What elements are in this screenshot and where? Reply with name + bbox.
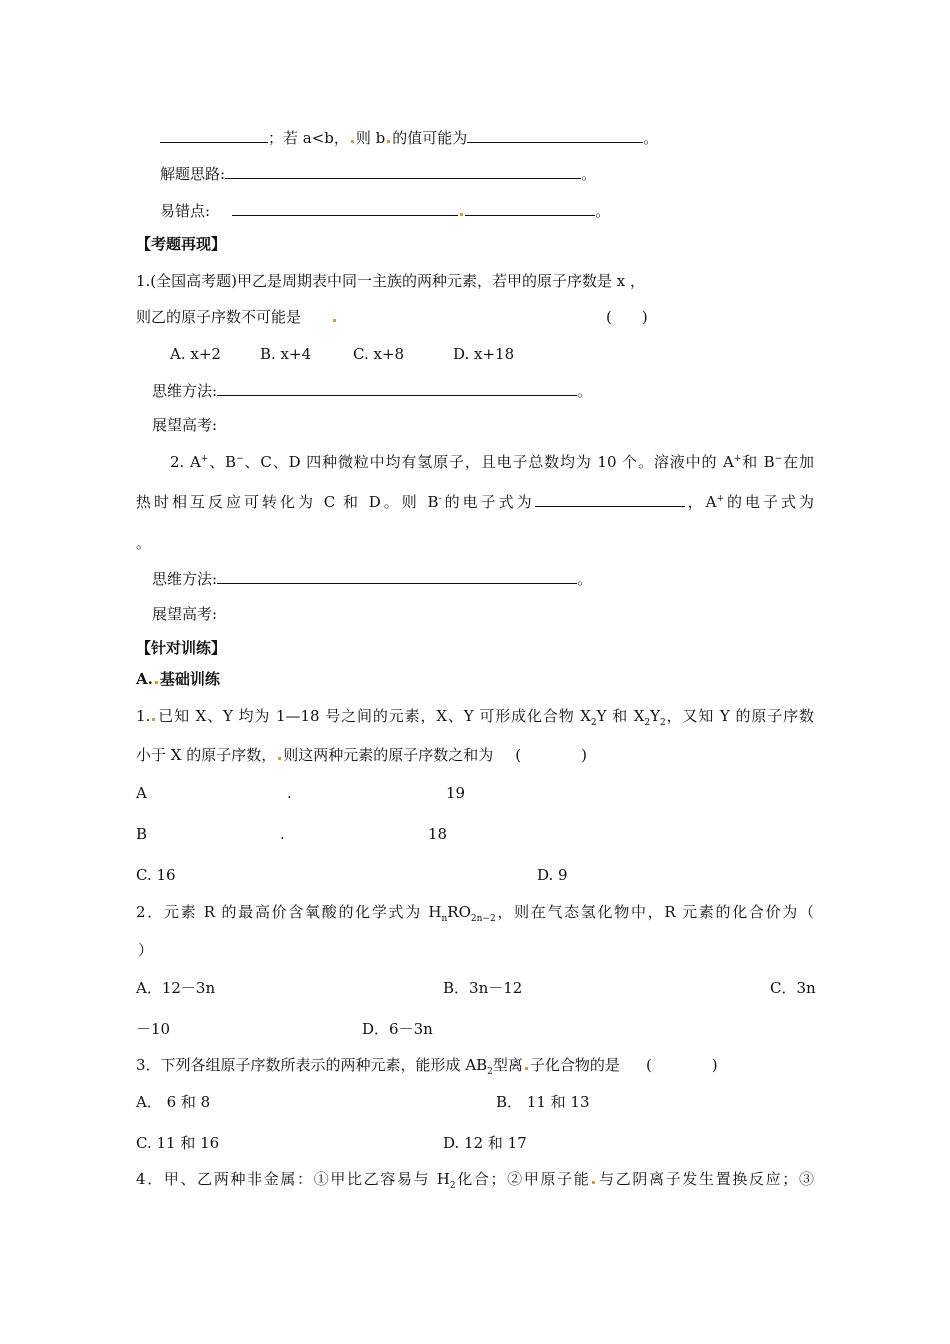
mark-dot (278, 757, 281, 760)
t1-line2 (136, 745, 587, 765)
t2-line1: 2．元素 R 的最高价含氧酸的化学式为 $H_nRO_{2n-2}$，则在气态氢化物中，R 元素的化合价为（ (136, 903, 814, 924)
then-b-text: 则 b (355, 129, 386, 147)
q1-option-a[interactable]: A. x+2 (170, 345, 221, 363)
t1-option-a-letter[interactable]: A (136, 784, 147, 802)
t1-option-b-letter[interactable]: B (136, 825, 148, 843)
t2-option-b[interactable]: B．3n－12 (443, 979, 523, 997)
q2-outlook: 展望高考: (152, 605, 218, 623)
b-minus-formula-blank[interactable] (535, 492, 685, 507)
period: 。 (581, 165, 597, 183)
t1-text: 已知 X、Y 均为 1—18 号之间的元素，X、Y 可形成化合物 X (157, 707, 591, 725)
q2-text: 、B (208, 453, 237, 471)
top-fill-line (160, 128, 658, 148)
section-training-title: 【针对训练】 (136, 639, 227, 657)
period: 。 (595, 202, 611, 220)
t2-option-d[interactable]: D．6－3n (362, 1020, 433, 1038)
t1-text: 则这两种元素的原子序数之和为 (283, 746, 494, 764)
subsection-a-title (136, 669, 220, 689)
t1-text: Y 和 X (596, 707, 645, 725)
method-blank[interactable] (217, 569, 577, 584)
mark-dot (592, 1181, 595, 1184)
q2-text: 在加 (782, 453, 814, 471)
q2-line3: 。 (136, 534, 152, 552)
q2-text: 的电子式为 (723, 493, 814, 511)
t2-option-c[interactable]: C．3n (770, 979, 816, 997)
mark-dot (460, 213, 463, 216)
q1-line1: 1.(全国高考题)甲乙是周期表中同一主族的两种元素，若甲的原子序数是 x ， (136, 272, 646, 290)
subsection-prefix: A. (136, 670, 153, 688)
mark-dot (152, 718, 155, 721)
t2-line2: ） (138, 941, 154, 959)
t1-text: ，又知 Y 的原子序数 (665, 707, 814, 725)
condition-text: ；若 a<b， (268, 129, 349, 147)
approach-line (160, 164, 596, 184)
period: 。 (643, 129, 659, 147)
t4-text: 4．甲、乙两种非金属：①甲比乙容易与 H (136, 1170, 450, 1188)
q2-text: 和 B (741, 453, 775, 471)
t1-option-a-value: 19 (446, 784, 466, 802)
method-label: 思维方法: (152, 570, 218, 588)
t3-text: 子化合物的是 (529, 1056, 620, 1074)
period: 。 (577, 570, 593, 588)
mark-dot (333, 319, 336, 322)
value-text: 的值可能为 (392, 129, 468, 147)
q1-method-line (152, 381, 592, 401)
t4-text: 化合；②甲原子能 (455, 1170, 591, 1188)
subsection-label: 基础训练 (159, 670, 220, 688)
q2-line2: 热时相互反应可转化为 C 和 D。则 B-的电子式为 ，A+的电子式为 (136, 493, 814, 511)
t2-text: RO (447, 903, 471, 921)
q2-text: 、C、D 四种微粒中均有氢原子，且电子总数均为 10 个。溶液中的 A (243, 453, 734, 471)
t3-text: 3．下列各组原子序数所表示的两种元素，能形成 AB (136, 1056, 488, 1074)
method-blank[interactable] (217, 381, 577, 396)
t1-option-d[interactable]: D. 9 (537, 866, 568, 884)
t1-option-a-dot: . (287, 784, 292, 802)
q2-text: 2. A (170, 453, 201, 471)
t1-option-b-dot: . (280, 825, 285, 843)
answer-blank[interactable] (160, 128, 268, 143)
t3-paren: ( ) (645, 1056, 718, 1074)
t1-text: Y (650, 707, 661, 725)
q2-text: 的电子式为 (441, 493, 535, 511)
pitfall-line (160, 201, 610, 221)
t1-option-c[interactable]: C. 16 (136, 866, 176, 884)
t2-option-a[interactable]: A．12－3n (136, 979, 216, 997)
pitfall-blank[interactable] (465, 201, 595, 216)
method-label: 思维方法: (152, 382, 218, 400)
t3-text: 型离 (492, 1056, 523, 1074)
q1-line2 (136, 307, 338, 327)
q2-text: ，A (684, 493, 717, 511)
t2-text: ，则在气态氢化物中，R 元素的化合价为（ (495, 903, 814, 921)
q1-outlook: 展望高考: (152, 416, 218, 434)
t3-line1: 3．下列各组原子序数所表示的两种元素，能形成 $AB_2$型离 子化合物的是 ( ) (136, 1056, 718, 1077)
t3-option-b[interactable]: B． 11 和 13 (496, 1093, 590, 1111)
t3-option-a[interactable]: A． 6 和 8 (136, 1093, 211, 1111)
t1-line1: 1. 已知 X、Y 均为 1—18 号之间的元素，X、Y 可形成化合物 $X_2Y$ 和 $X_2Y_2$，又知 Y 的原子序数 (136, 707, 814, 728)
q1-paren: ( ) (606, 308, 648, 326)
q2-line1: 2. A+、B−、C、D 四种微粒中均有氢原子，且电子总数均为 10 个。溶液中的 A+和 B−在加 (170, 453, 814, 471)
t3-option-c[interactable]: C. 11 和 16 (136, 1134, 220, 1152)
q1-stem: 则乙的原子序数不可能是 (136, 308, 302, 326)
t4-text: 与乙阴离子发生置换反应；③ (597, 1170, 814, 1188)
section-exam-title: 【考题再现】 (136, 235, 227, 253)
q1-option-d[interactable]: D. x+18 (453, 345, 515, 363)
t3-option-d[interactable]: D. 12 和 17 (443, 1134, 527, 1152)
answer-blank[interactable] (467, 128, 643, 143)
q1-option-b[interactable]: B. x+4 (260, 345, 312, 363)
mark-dot (387, 140, 390, 143)
t1-option-b-value: 18 (428, 825, 448, 843)
approach-label: 解题思路: (160, 165, 226, 183)
period: 。 (577, 382, 593, 400)
t1-paren: ( ) (515, 746, 587, 764)
q2-method-line (152, 569, 592, 589)
pitfall-label: 易错点: (160, 202, 211, 220)
t1-text: 1. (136, 707, 151, 725)
t2-text: 2．元素 R 的最高价含氧酸的化学式为 H (136, 903, 442, 921)
mark-dot (525, 1067, 528, 1070)
mark-dot (351, 140, 354, 143)
mark-dot (155, 681, 158, 684)
t1-text: 小于 X 的原子序数， (136, 746, 277, 764)
q1-option-c[interactable]: C. x+8 (353, 345, 405, 363)
pitfall-blank[interactable] (232, 201, 458, 216)
t4-line1: 4．甲、乙两种非金属：①甲比乙容易与 $H_2$化合；②甲原子能 与乙阴离子发生置换反应；③ (136, 1170, 814, 1191)
q2-text: 热时相互反应可转化为 C 和 D。则 B (136, 493, 439, 511)
t2-option-c-cont: －10 (136, 1020, 171, 1038)
approach-blank[interactable] (225, 164, 581, 179)
